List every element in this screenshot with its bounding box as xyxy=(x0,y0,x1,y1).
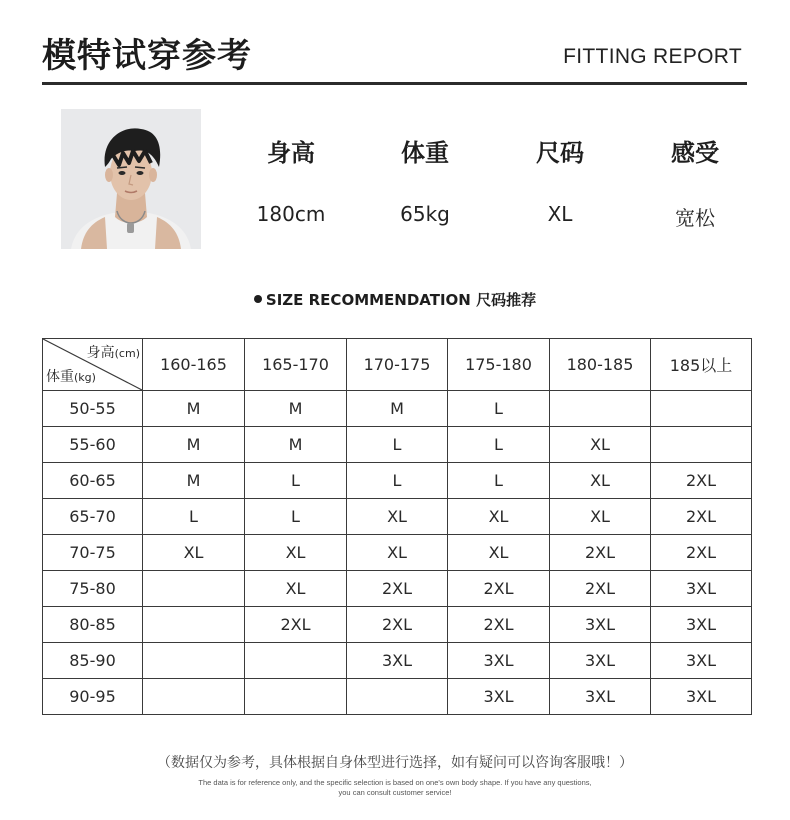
disclaimer-cn: （数据仅为参考，具体根据自身体型进行选择，如有疑问可以咨询客服哦！） xyxy=(157,755,633,771)
header-divider xyxy=(42,82,747,85)
size-cell: 3XL xyxy=(651,607,752,643)
size-cell: 3XL xyxy=(651,643,752,679)
size-cell xyxy=(143,679,245,715)
size-cell: 2XL xyxy=(245,607,347,643)
model-size-label: 尺码 xyxy=(536,139,584,167)
size-cell: 3XL xyxy=(550,679,651,715)
column-header: 170-175 xyxy=(347,339,448,391)
row-weight-header: 55-60 xyxy=(43,427,143,463)
size-chart-header-row xyxy=(43,339,752,391)
size-cell: L xyxy=(347,427,448,463)
size-cell: L xyxy=(245,499,347,535)
size-cell xyxy=(651,391,752,427)
size-cell: M xyxy=(143,463,245,499)
column-header: 160-165 xyxy=(143,339,245,391)
disclaimer-en-line: The data is for reference only, and the specific selection is based on one's own body shape. If you have any questions, xyxy=(198,778,592,787)
size-cell: XL xyxy=(448,499,550,535)
size-cell: L xyxy=(245,463,347,499)
size-cell xyxy=(143,607,245,643)
size-cell: L xyxy=(347,463,448,499)
size-cell xyxy=(347,679,448,715)
size-cell: 3XL xyxy=(550,607,651,643)
table-row xyxy=(43,679,752,715)
table-row xyxy=(43,643,752,679)
size-cell xyxy=(143,571,245,607)
size-cell: XL xyxy=(143,535,245,571)
size-cell: 2XL xyxy=(347,571,448,607)
size-cell: 2XL xyxy=(347,607,448,643)
disclaimer-en-line: you can consult customer service! xyxy=(338,788,452,797)
model-photo xyxy=(61,109,201,249)
size-cell: M xyxy=(245,427,347,463)
table-row xyxy=(43,391,752,427)
model-weight-label: 体重 xyxy=(401,139,449,167)
size-recommendation-label: SIZE RECOMMENDATION 尺码推荐 xyxy=(265,291,537,309)
table-row xyxy=(43,607,752,643)
row-weight-header: 80-85 xyxy=(43,607,143,643)
corner-weight-label: 体重(kg) xyxy=(46,369,96,385)
size-cell: M xyxy=(143,391,245,427)
model-weight-value: 65kg xyxy=(400,202,450,226)
row-weight-header: 75-80 xyxy=(43,571,143,607)
size-cell: 3XL xyxy=(448,643,550,679)
size-cell: XL xyxy=(245,535,347,571)
size-cell: XL xyxy=(347,535,448,571)
size-cell: 2XL xyxy=(550,571,651,607)
bullet-dot-icon xyxy=(254,295,262,303)
model-feel-label: 感受 xyxy=(671,139,719,167)
size-cell xyxy=(651,427,752,463)
size-cell: 2XL xyxy=(448,571,550,607)
table-row xyxy=(43,535,752,571)
column-header: 165-170 xyxy=(245,339,347,391)
disclaimer-en xyxy=(170,778,620,798)
size-cell: 3XL xyxy=(448,679,550,715)
table-row xyxy=(43,571,752,607)
size-cell: 3XL xyxy=(651,571,752,607)
row-weight-header: 60-65 xyxy=(43,463,143,499)
size-cell xyxy=(143,643,245,679)
size-cell: XL xyxy=(347,499,448,535)
page-subtitle: FITTING REPORT xyxy=(563,45,742,68)
size-recommendation-title xyxy=(0,289,790,310)
size-cell: M xyxy=(245,391,347,427)
model-size-value: XL xyxy=(547,202,573,226)
size-cell: 3XL xyxy=(651,679,752,715)
model-feel-value: 宽松 xyxy=(675,206,715,230)
size-cell xyxy=(245,643,347,679)
size-cell: 3XL xyxy=(550,643,651,679)
size-cell: XL xyxy=(550,463,651,499)
table-row xyxy=(43,427,752,463)
size-cell: 2XL xyxy=(448,607,550,643)
row-weight-header: 90-95 xyxy=(43,679,143,715)
model-height-value: 180cm xyxy=(256,202,326,226)
model-height-label: 身高 xyxy=(267,139,315,167)
row-weight-header: 50-55 xyxy=(43,391,143,427)
size-chart-corner-cell xyxy=(43,339,143,391)
size-cell: L xyxy=(448,391,550,427)
row-weight-header: 70-75 xyxy=(43,535,143,571)
row-weight-header: 65-70 xyxy=(43,499,143,535)
size-cell xyxy=(550,391,651,427)
size-cell xyxy=(245,679,347,715)
page-title: 模特试穿参考 xyxy=(42,36,252,76)
size-cell: 3XL xyxy=(347,643,448,679)
size-cell: 2XL xyxy=(651,499,752,535)
size-cell: L xyxy=(143,499,245,535)
size-cell: L xyxy=(448,463,550,499)
column-header: 185以上 xyxy=(651,339,752,391)
column-header: 180-185 xyxy=(550,339,651,391)
size-cell: XL xyxy=(550,499,651,535)
size-cell: XL xyxy=(245,571,347,607)
size-cell: XL xyxy=(448,535,550,571)
column-header: 175-180 xyxy=(448,339,550,391)
table-row xyxy=(43,499,752,535)
size-cell: XL xyxy=(550,427,651,463)
row-weight-header: 85-90 xyxy=(43,643,143,679)
size-cell: L xyxy=(448,427,550,463)
size-chart-table xyxy=(42,338,752,715)
size-cell: 2XL xyxy=(651,535,752,571)
size-cell: M xyxy=(143,427,245,463)
size-cell: 2XL xyxy=(651,463,752,499)
corner-height-label: 身高(cm) xyxy=(86,345,140,361)
size-cell: 2XL xyxy=(550,535,651,571)
size-cell: M xyxy=(347,391,448,427)
table-row xyxy=(43,463,752,499)
